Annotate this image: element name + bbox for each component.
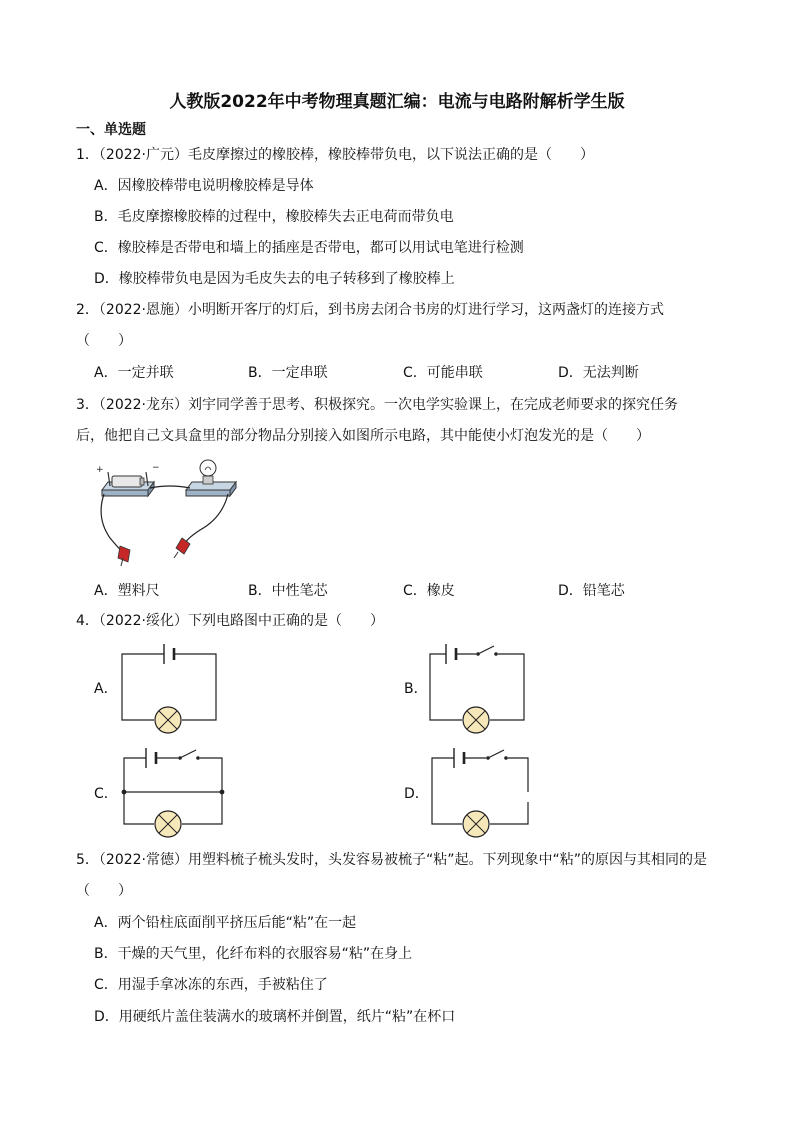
circuit-diagram-a xyxy=(120,642,220,724)
question-1-stem: 1．（2022·广元）毛皮摩擦过的橡胶棒，橡胶棒带负电，以下说法正确的是（ ） xyxy=(76,147,594,163)
question-2-stem-line-2: （ ） xyxy=(76,333,132,349)
battery-symbol-icon xyxy=(164,644,174,664)
question-3-stem-line-2: 后，他把自己文具盒里的部分物品分别接入如图所示电路，其中能使小灯泡发光的是（ ） xyxy=(76,428,650,444)
question-5-option-c: C．用湿手拿冰冻的东西，手被粘住了 xyxy=(94,977,328,993)
switch-symbol-icon xyxy=(486,750,508,760)
question-5-option-a: A．两个铅柱底面削平挤压后能“粘”在一起 xyxy=(94,915,357,931)
question-4-stem: 4．（2022·绥化）下列电路图中正确的是（ ） xyxy=(76,613,384,629)
battery-minus-sign: − xyxy=(152,463,160,473)
lamp-symbol-icon xyxy=(155,811,181,837)
question-3-option-c: C．橡皮 xyxy=(403,583,455,599)
circuit-diagram-d xyxy=(428,742,538,832)
question-3-option-b: B．中性笔芯 xyxy=(248,583,328,599)
document-title: 人教版2022年中考物理真题汇编：电流与电路附解析学生版 xyxy=(169,92,625,112)
question-2-option-b: B．一定串联 xyxy=(248,365,328,381)
question-3-option-d: D．铅笔芯 xyxy=(558,583,625,599)
battery-symbol-icon xyxy=(446,644,456,664)
question-4-option-d-label: D． xyxy=(404,786,429,802)
circuit-diagram-c xyxy=(120,742,230,832)
switch-symbol-icon xyxy=(178,750,200,760)
question-5-option-d: D．用硬纸片盖住装满水的玻璃杯并倒置，纸片“粘”在杯口 xyxy=(94,1009,456,1025)
question-2-option-a: A．一定并联 xyxy=(94,365,174,381)
question-4-option-c-label: C． xyxy=(94,786,118,802)
left-test-wire xyxy=(101,494,124,553)
connecting-wire xyxy=(150,486,190,488)
question-1-option-a: A．因橡胶棒带电说明橡胶棒是导体 xyxy=(94,178,314,194)
question-1-option-c: C．橡胶棒是否带电和墙上的插座是否带电，都可以用试电笔进行检测 xyxy=(94,240,524,256)
question-1-option-d: D．橡胶棒带负电是因为毛皮失去的电子转移到了橡胶棒上 xyxy=(94,271,455,287)
question-3-circuit-figure xyxy=(90,458,240,568)
right-clip-icon xyxy=(174,538,190,558)
right-test-wire xyxy=(186,494,228,542)
question-5-stem-line-1: 5．（2022·常德）用塑料梳子梳头发时，头发容易被梳子“粘”起。下列现象中“粘”的原因与其相同的是 xyxy=(76,852,707,868)
battery-plus-sign: + xyxy=(96,465,104,475)
question-2-option-d: D．无法判断 xyxy=(558,365,639,381)
question-1-option-b: B．毛皮摩擦橡胶棒的过程中，橡胶棒失去正电荷而带负电 xyxy=(94,209,454,225)
question-4-option-a-label: A． xyxy=(94,681,118,697)
circuit-diagram-b xyxy=(428,642,528,724)
question-4-option-b-label: B． xyxy=(404,681,428,697)
switch-symbol-icon xyxy=(476,646,498,656)
section-heading: 一、单选题 xyxy=(76,122,146,138)
question-2-stem-line-1: 2．（2022·恩施）小明断开客厅的灯后，到书房去闭合书房的灯进行学习，这两盏灯的连接方式 xyxy=(76,302,664,318)
question-5-option-b: B．干燥的天气里，化纤布料的衣服容易“粘”在身上 xyxy=(94,946,413,962)
lamp-board-icon xyxy=(186,460,236,496)
lamp-symbol-icon xyxy=(155,707,181,733)
lamp-symbol-icon xyxy=(463,811,489,837)
battery-symbol-icon xyxy=(146,748,156,768)
question-3-stem-line-1: 3．（2022·龙东）刘宇同学善于思考、积极探究。一次电学实验课上，在完成老师要求的探究任务 xyxy=(76,397,678,413)
battery-symbol-icon xyxy=(454,748,464,768)
lamp-symbol-icon xyxy=(463,707,489,733)
question-3-option-a: A．塑料尺 xyxy=(94,583,160,599)
question-5-stem-line-2: （ ） xyxy=(76,883,132,899)
left-clip-icon xyxy=(118,546,130,566)
battery-board-icon xyxy=(102,472,154,496)
question-2-option-c: C．可能串联 xyxy=(403,365,483,381)
